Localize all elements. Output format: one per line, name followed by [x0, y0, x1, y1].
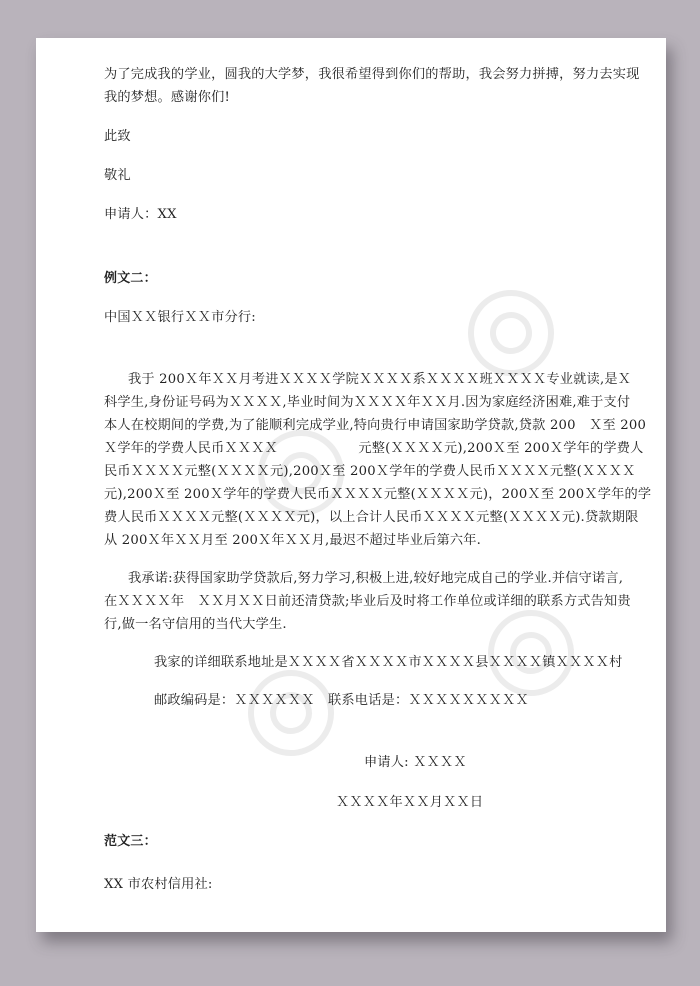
example2-postal-phone: 邮政编码是：ＸＸＸＸＸＸ 联系电话是：ＸＸＸＸＸＸＸＸＸ: [154, 693, 529, 708]
document-page: [36, 38, 666, 932]
example2-promise-line: 行,做一名守信用的当代大学生.: [104, 617, 287, 632]
example2-body-line: 我于 200Ｘ年ＸＸ月考进ＸＸＸＸ学院ＸＸＸＸ系ＸＸＸＸ班ＸＸＸＸ专业就读,是Ｘ: [128, 372, 632, 387]
salutation-jingli: 敬礼: [104, 168, 131, 183]
example2-body-line: 本人在校期间的学费,为了能顺利完成学业,特向贵行申请国家助学贷款,贷款 200 Ｘ至 200: [104, 418, 647, 433]
example2-body-line: Ｘ学年的学费人民币ＸＸＸＸ 元整(ＸＸＸＸ元),200Ｘ至 200Ｘ学年的学费人: [104, 441, 644, 456]
example2-applicant: 申请人: ＸＸＸＸ: [364, 755, 467, 770]
example2-promise-line: 在ＸＸＸＸ年 ＸＸ月ＸＸ日前还清贷款;毕业后及时将工作单位或详细的联系方式告知贵: [104, 594, 631, 609]
example2-body-line: 元),200Ｘ至 200Ｘ学年的学费人民币ＸＸＸＸ元整(ＸＸＸＸ元)，200Ｘ至 200Ｘ学年的学: [104, 487, 652, 502]
example2-body-line: 费人民币ＸＸＸＸ元整(ＸＸＸＸ元)，以上合计人民币ＸＸＸＸ元整(ＸＸＸＸ元).贷款期限: [104, 510, 639, 525]
example3-heading: 范文三：: [104, 834, 157, 849]
example2-body-line: 科学生,身份证号码为ＸＸＸＸ,毕业时间为ＸＸＸＸ年ＸＸ月.因为家庭经济困难,难于支付: [104, 395, 631, 410]
example3-addressee: XX 市农村信用社:: [104, 877, 213, 892]
example2-address: 我家的详细联系地址是ＸＸＸＸ省ＸＸＸＸ市ＸＸＸＸ县ＸＸＸＸ镇ＸＸＸＸ村: [154, 655, 623, 670]
salutation-cizhi: 此致: [104, 129, 131, 144]
example2-promise-line: 我承诺:获得国家助学贷款后,努力学习,积极上进,较好地完成自己的学业.并信守诺言,: [128, 571, 624, 586]
example2-body-line: 民币ＸＸＸＸ元整(ＸＸＸＸ元),200Ｘ至 200Ｘ学年的学费人民币ＸＸＸＸ元整(ＸＸＸＸ: [104, 464, 636, 479]
example2-body-line: 从 200Ｘ年ＸＸ月至 200Ｘ年ＸＸ月,最迟不超过毕业后第六年.: [104, 533, 482, 548]
example2-addressee: 中国ＸＸ银行ＸＸ市分行:: [104, 310, 256, 325]
closing-line-2: 我的梦想。感谢你们!: [104, 90, 230, 105]
example2-heading: 例文二：: [104, 271, 157, 286]
example2-date: ＸＸＸＸ年ＸＸ月ＸＸ日: [336, 795, 484, 810]
applicant-1: 申请人：XX: [104, 207, 177, 222]
closing-line-1: 为了完成我的学业，圆我的大学梦，我很希望得到你们的帮助，我会努力拼搏，努力去实现: [104, 67, 640, 82]
